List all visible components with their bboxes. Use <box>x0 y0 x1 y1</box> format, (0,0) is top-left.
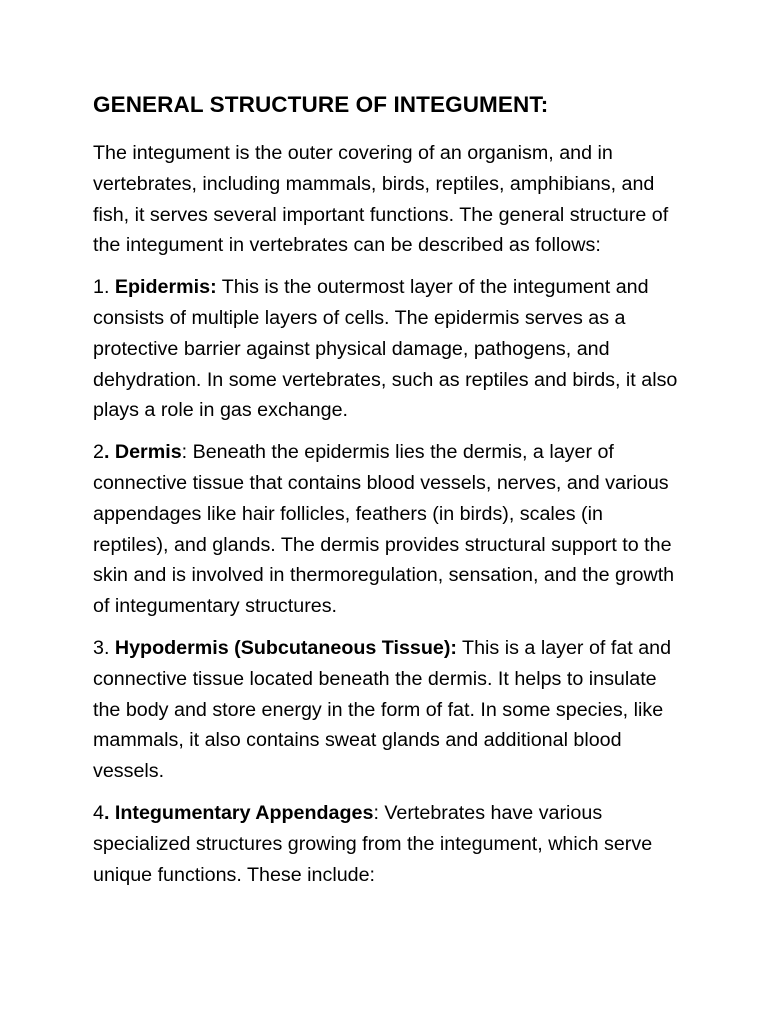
intro-paragraph: The integument is the outer covering of an organism, and in vertebrates, including mammals, birds, reptiles, amphibians, and fish, it serves several important functions. The general structure of the integument in vertebrates can be described as follows: <box>93 142 669 257</box>
section-dermis <box>93 437 683 622</box>
section-hypodermis <box>93 633 683 787</box>
section-heading: Epidermis: <box>114 276 217 299</box>
section-body: This is a layer of fat and connective tissue located beneath the dermis. It helps to insulate the body and store energy in the form of fat. In some species, like mammals, it also contains sweat glands and additional blood vessels. <box>93 636 672 783</box>
section-heading: . Integumentary Appendages <box>103 801 374 824</box>
section-number: 2 <box>93 441 104 464</box>
document-page <box>93 88 683 901</box>
section-epidermis <box>93 272 683 426</box>
section-number: 3. <box>93 636 115 659</box>
section-number: 4 <box>93 801 104 824</box>
section-body: This is the outermost layer of the integument and consists of multiple layers of cells. The epidermis serves as a protective barrier against physical damage, pathogens, and dehydration. In some vertebrates, such as reptiles and birds, it also plays a role in gas exchange. <box>93 276 678 422</box>
section-number: 1. <box>93 276 115 299</box>
section-heading: . Dermis <box>103 441 182 464</box>
section-body: : Vertebrates have various specialized structures growing from the integument, which serve unique functions. These include: <box>93 801 653 886</box>
section-body: : Beneath the epidermis lies the dermis, a layer of connective tissue that contains blood vessels, nerves, and various appendages like hair follicles, feathers (in birds), scales (in reptiles), and glands. The dermis provides structural support to the skin and is involved in thermoregulation, sensation, and the growth of integumentary structures. <box>93 441 675 618</box>
section-appendages <box>93 798 683 890</box>
section-heading: Hypodermis (Subcutaneous Tissue): <box>114 636 457 659</box>
page-title: GENERAL STRUCTURE OF INTEGUMENT: <box>93 92 549 117</box>
